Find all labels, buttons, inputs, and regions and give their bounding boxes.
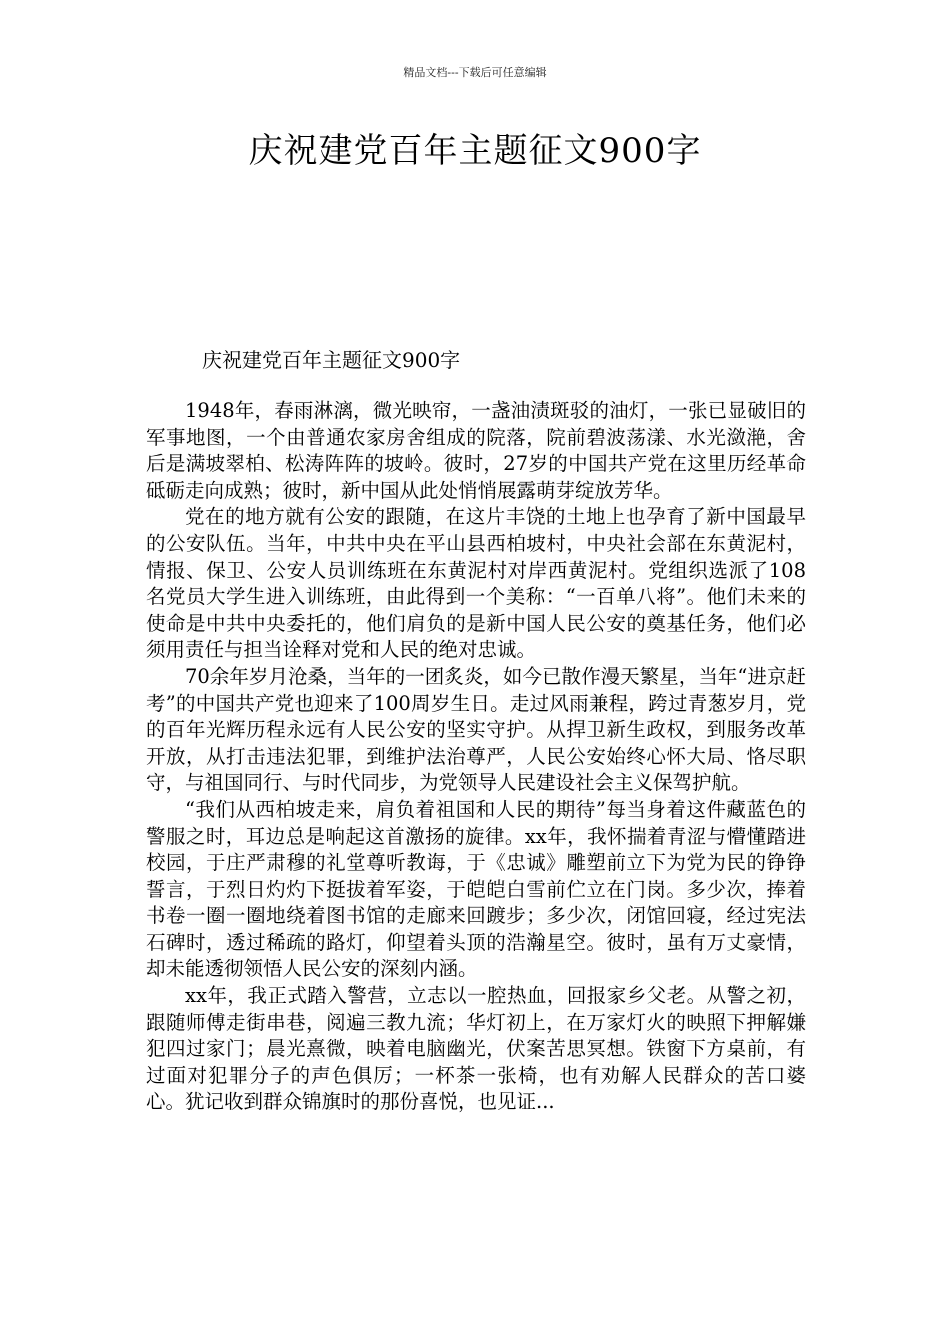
body-paragraph-2: 党在的地方就有公安的跟随，在这片丰饶的土地上也孕育了新中国最早的公安队伍。当年，中共中央在平山县西柏坡村，中央社会部在东黄泥村，情报、保卫、公安人员训练班在东黄泥村对岸西黄泥村。党组织选派了108名党员大学生进入训练班，由此得到一个美称：“一百单八将”。他们未来的使命是中共中央委托的，他们肩负的是新中国人民公安的奠基任务，他们必须用责任与担当诠释对党和人民的绝对忠诚。 xyxy=(146,505,806,662)
body-paragraph-3: 70余年岁月沧桑，当年的一团炙炎，如今已散作漫天繁星，当年“进京赶考”的中国共产党也迎来了100周岁生日。走过风雨兼程，跨过青葱岁月，党的百年光辉历程永远有人民公安的坚实守护。从捍卫新生政权，到服务改革开放，从打击违法犯罪，到维护法治尊严，人民公安始终心怀大局、恪尽职守，与祖国同行、与时代同步，为党领导人民建设社会主义保驾护航。 xyxy=(146,664,806,795)
document-title: 庆祝建党百年主题征文900字 xyxy=(248,131,702,171)
body-paragraph-1: 1948年，春雨淋漓，微光映帘，一盏油渍斑驳的油灯，一张已显破旧的军事地图，一个由普通农家房舍组成的院落，院前碧波荡漾、水光潋滟，舍后是满坡翠柏、松涛阵阵的坡岭。彼时，27岁的中国共产党在这里历经革命砥砺走向成熟；彼时，新中国从此处悄悄展露萌芽绽放芳华。 xyxy=(146,399,806,502)
header-note: 精品文档---下载后可任意编辑 xyxy=(403,66,547,79)
body-paragraph-5: xx年，我正式踏入警营，立志以一腔热血，回报家乡父老。从警之初，跟随师傅走街串巷，阅遍三教九流；华灯初上，在万家灯火的映照下押解嫌犯四过家门；晨光熹微，映着电脑幽光，伏案苦思冥想。铁窗下方桌前，有过面对犯罪分子的声色俱厉；一杯茶一张椅，也有劝解人民群众的苦口婆心。犹记收到群众锦旗时的那份喜悦，也见证... xyxy=(146,984,806,1114)
document-subtitle: 庆祝建党百年主题征文900字 xyxy=(202,348,461,372)
body-paragraph-4: “我们从西柏坡走来，肩负着祖国和人民的期待”每当身着这件藏蓝色的警服之时，耳边总是响起这首激扬的旋律。xx年，我怀揣着青涩与懵懂踏进校园，于庄严肃穆的礼堂尊听教诲，于《忠诚》雕塑前立下为党为民的铮铮誓言，于烈日灼灼下挺拔着军姿，于皑皑白雪前伫立在门岗。多少次，捧着书卷一圈一圈地绕着图书馆的走廊来回踱步；多少次，闭馆回寝，经过宪法石碑时，透过稀疏的路灯，仰望着头顶的浩瀚星空。彼时，虽有万丈豪情，却未能透彻领悟人民公安的深刻内涵。 xyxy=(146,797,806,981)
document-body xyxy=(146,398,806,1116)
